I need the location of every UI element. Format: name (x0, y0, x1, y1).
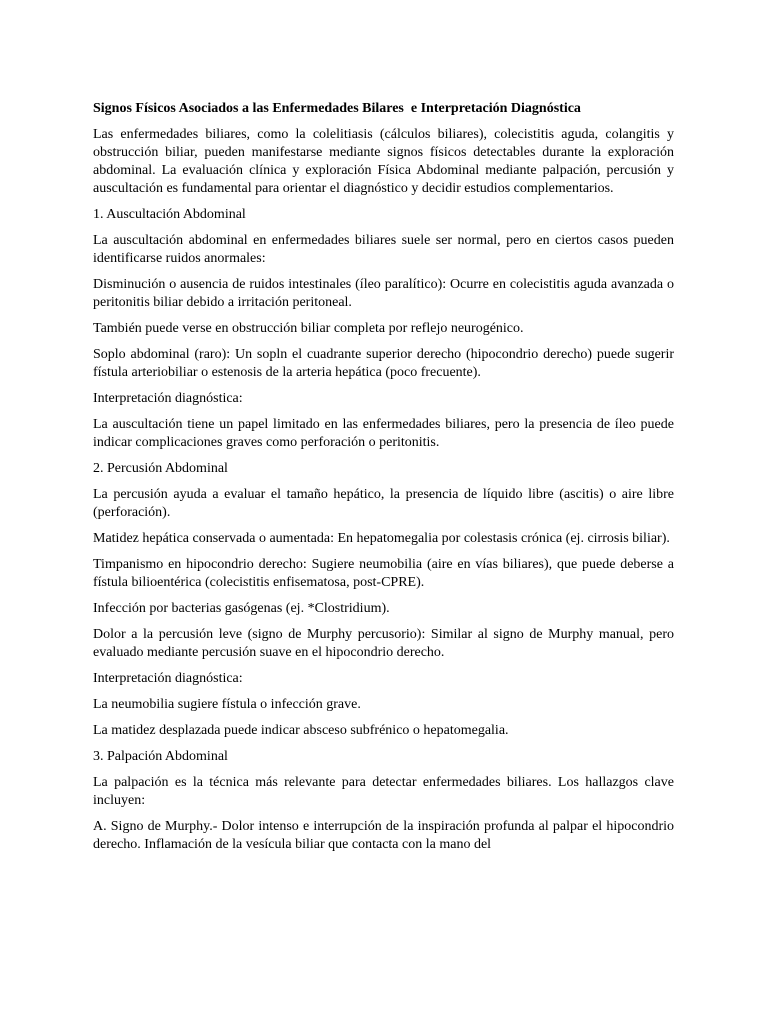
paragraph: Soplo abdominal (raro): Un sopln el cuadrante superior derecho (hipocondrio derecho) puede sugerir fístula arteriobiliar o estenosis de la arteria hepática (poco frecuente). (93, 347, 674, 380)
paragraph: Disminución o ausencia de ruidos intestinales (íleo paralítico): Ocurre en colecistitis aguda avanzada o peritonitis biliar debido a irritación peritoneal. (93, 277, 674, 310)
paragraph: A. Signo de Murphy.- Dolor intenso e interrupción de la inspiración profunda al palpar el hipocondrio derecho. Inflamación de la vesícula biliar que contacta con la mano del (93, 819, 674, 852)
paragraph: La auscultación tiene un papel limitado en las enfermedades biliares, pero la presencia de íleo puede indicar complicaciones graves como perforación o peritonitis. (93, 417, 674, 450)
paragraph: También puede verse en obstrucción biliar completa por reflejo neurogénico. (93, 321, 524, 336)
paragraph: La auscultación abdominal en enfermedades biliares suele ser normal, pero en ciertos casos pueden identificarse ruidos anormales: (93, 233, 674, 266)
document-body (93, 100, 674, 862)
paragraph: La neumobilia sugiere fístula o infección grave. (93, 697, 361, 712)
section-heading-percusion: 2. Percusión Abdominal (93, 461, 228, 476)
paragraph: Dolor a la percusión leve (signo de Murphy percusorio): Similar al signo de Murphy manual, pero evaluado mediante percusión suave en el hipocondrio derecho. (93, 627, 674, 660)
paragraph: Infección por bacterias gasógenas (ej. *Clostridium). (93, 601, 390, 616)
paragraph: La palpación es la técnica más relevante para detectar enfermedades biliares. Los hallazgos clave incluyen: (93, 775, 674, 808)
paragraph: Timpanismo en hipocondrio derecho: Sugiere neumobilia (aire en vías biliares), que puede deberse a fístula bilioentérica (colecistitis enfisematosa, post-CPRE). (93, 557, 674, 590)
paragraph: La percusión ayuda a evaluar el tamaño hepático, la presencia de líquido libre (ascitis) o aire libre (perforación). (93, 487, 674, 520)
document-title: Signos Físicos Asociados a las Enfermedades Bilares e Interpretación Diagnóstica (93, 101, 581, 116)
section-heading-palpacion: 3. Palpación Abdominal (93, 749, 228, 764)
paragraph-intro: Las enfermedades biliares, como la colelitiasis (cálculos biliares), colecistitis aguda, colangitis y obstrucción biliar, pueden manifestarse mediante signos físicos detectables durante la exploración abdominal. La evaluación clínica y exploración Física Abdominal mediante palpación, percusión y auscultación es fundamental para orientar el diagnóstico y decidir estudios complementarios. (93, 127, 674, 196)
subheading-interpretacion: Interpretación diagnóstica: (93, 671, 243, 686)
subheading-interpretacion: Interpretación diagnóstica: (93, 391, 243, 406)
paragraph: La matidez desplazada puede indicar absceso subfrénico o hepatomegalia. (93, 723, 509, 738)
paragraph: Matidez hepática conservada o aumentada: En hepatomegalia por colestasis crónica (ej. cirrosis biliar). (93, 531, 670, 546)
section-heading-auscultacion: 1. Auscultación Abdominal (93, 207, 246, 222)
